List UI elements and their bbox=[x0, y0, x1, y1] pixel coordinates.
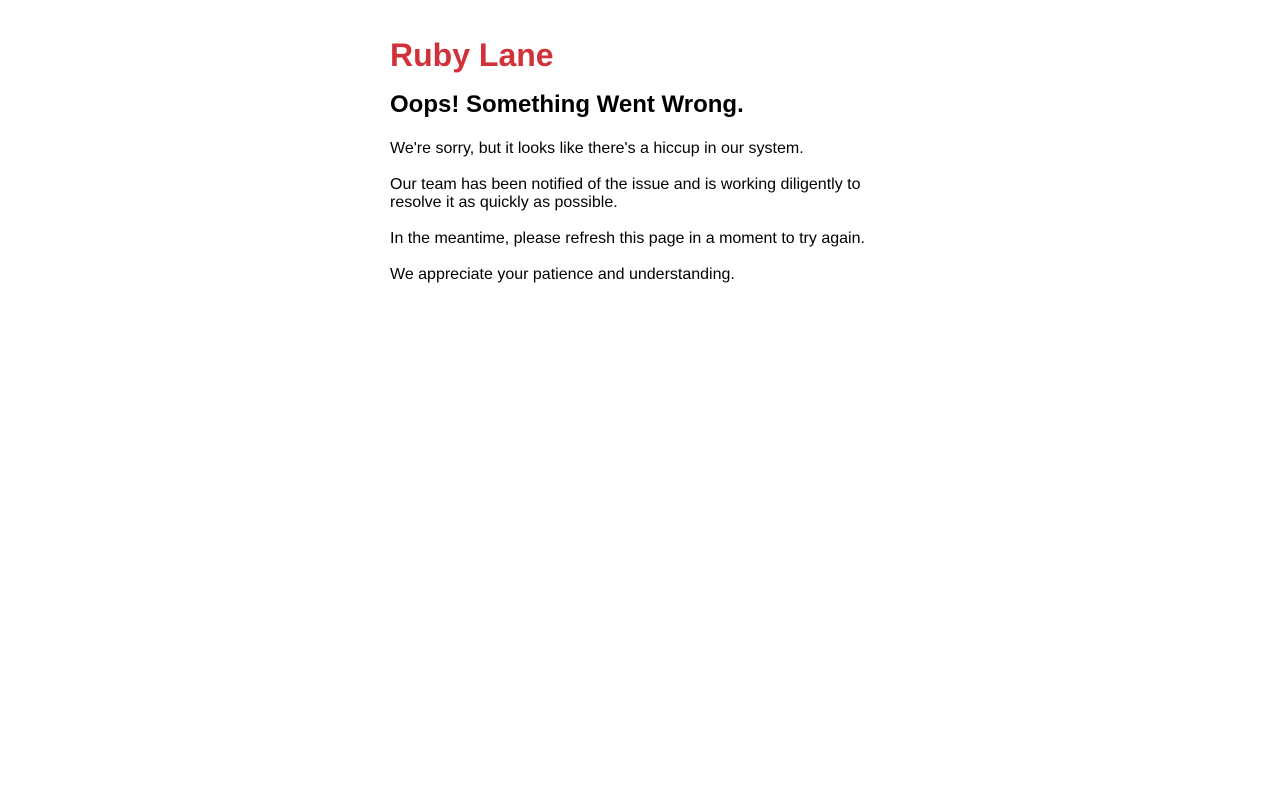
error-page-content bbox=[390, 0, 880, 284]
error-message-team-notified: Our team has been notified of the issue and is working diligently to resolve it as quickly as possible. bbox=[390, 176, 861, 211]
site-logo-text: Ruby Lane bbox=[390, 37, 554, 73]
error-message-refresh-hint: In the meantime, please refresh this page in a moment to try again. bbox=[390, 230, 865, 247]
error-title: Oops! Something Went Wrong. bbox=[390, 91, 744, 118]
error-message-thanks: We appreciate your patience and understanding. bbox=[390, 266, 735, 283]
error-message-apology: We're sorry, but it looks like there's a hiccup in our system. bbox=[390, 140, 804, 157]
